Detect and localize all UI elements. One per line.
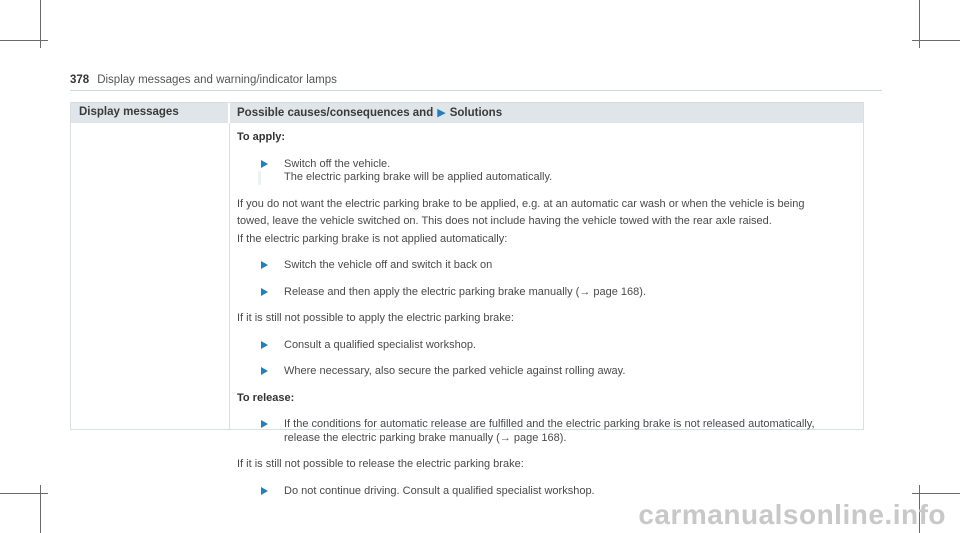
table-header	[71, 103, 863, 123]
step-text: If the conditions for automatic release are fulfilled and the electric parking brake is not released automatically,	[284, 418, 815, 430]
crop-mark	[0, 493, 48, 494]
step-arrow-icon	[261, 420, 268, 428]
step-text-main: Release and then apply the electric parking brake manually (	[284, 285, 580, 298]
step-text: Switch off the vehicle.	[284, 157, 391, 170]
step-arrow-icon	[261, 261, 268, 269]
step-do-not-drive	[237, 485, 857, 499]
page-title: Display messages and warning/indicator lamps	[97, 74, 337, 86]
step-text-main: release the electric parking brake manually (	[284, 431, 500, 444]
step-switch-off	[237, 158, 857, 185]
crop-mark	[912, 493, 960, 494]
step-manual-apply	[237, 286, 857, 300]
header-divider	[70, 90, 882, 91]
step-arrow-icon	[261, 341, 268, 349]
step-text: Switch the vehicle off and switch it back on	[284, 259, 493, 271]
play-arrow-icon: ▶	[437, 107, 446, 119]
page-reference-link[interactable]: page 168).	[513, 431, 567, 444]
step-text: Where necessary, also secure the parked vehicle against rolling away.	[284, 365, 626, 377]
page-reference-arrow-icon: →	[499, 431, 511, 444]
crop-mark	[912, 40, 960, 41]
step-arrow-icon	[261, 367, 268, 375]
step-text: Consult a qualified specialist workshop.	[284, 338, 476, 351]
page-header	[70, 74, 337, 86]
paragraph: If you do not want the electric parking brake to be applied, e.g. at an automatic car wash or when the vehicle is being	[237, 197, 805, 210]
result-bar	[258, 171, 261, 185]
display-messages-table	[70, 102, 864, 497]
release-heading: To release:	[237, 391, 295, 404]
step-restart	[237, 259, 857, 273]
paragraph: If it is still not possible to apply the electric parking brake:	[237, 312, 514, 324]
column-heading-solutions	[237, 106, 502, 119]
step-text	[284, 432, 857, 446]
paragraph: If it is still not possible to release the electric parking brake:	[237, 458, 524, 470]
column-heading-display-messages: Display messages	[79, 106, 179, 118]
crop-mark	[0, 40, 48, 41]
paragraph: If the electric parking brake is not applied automatically:	[237, 232, 508, 245]
heading-solutions-text: Solutions	[449, 106, 503, 119]
watermark: carmanualsonline.info	[638, 499, 946, 530]
step-arrow-icon	[261, 487, 268, 495]
paragraph: towed, leave the vehicle switched on. This does not include having the vehicle towed with the rear axle raised.	[237, 215, 772, 227]
step-result: The electric parking brake will be applied automatically.	[284, 171, 553, 183]
step-text	[284, 286, 857, 300]
page-number: 378	[70, 74, 90, 86]
solutions-content	[237, 131, 857, 511]
page-reference-arrow-icon: →	[579, 285, 591, 298]
step-release-manually	[237, 418, 857, 445]
column-divider-line	[229, 123, 230, 429]
page-reference-link[interactable]: page 168).	[593, 285, 647, 298]
apply-heading: To apply:	[237, 131, 286, 143]
step-arrow-icon	[261, 288, 268, 296]
heading-causes-text: Possible causes/consequences and	[237, 106, 434, 119]
step-text: Do not continue driving. Consult a qualified specialist workshop.	[284, 484, 595, 497]
step-arrow-icon	[261, 160, 268, 168]
step-secure-vehicle	[237, 365, 857, 379]
step-consult-workshop	[237, 339, 857, 353]
